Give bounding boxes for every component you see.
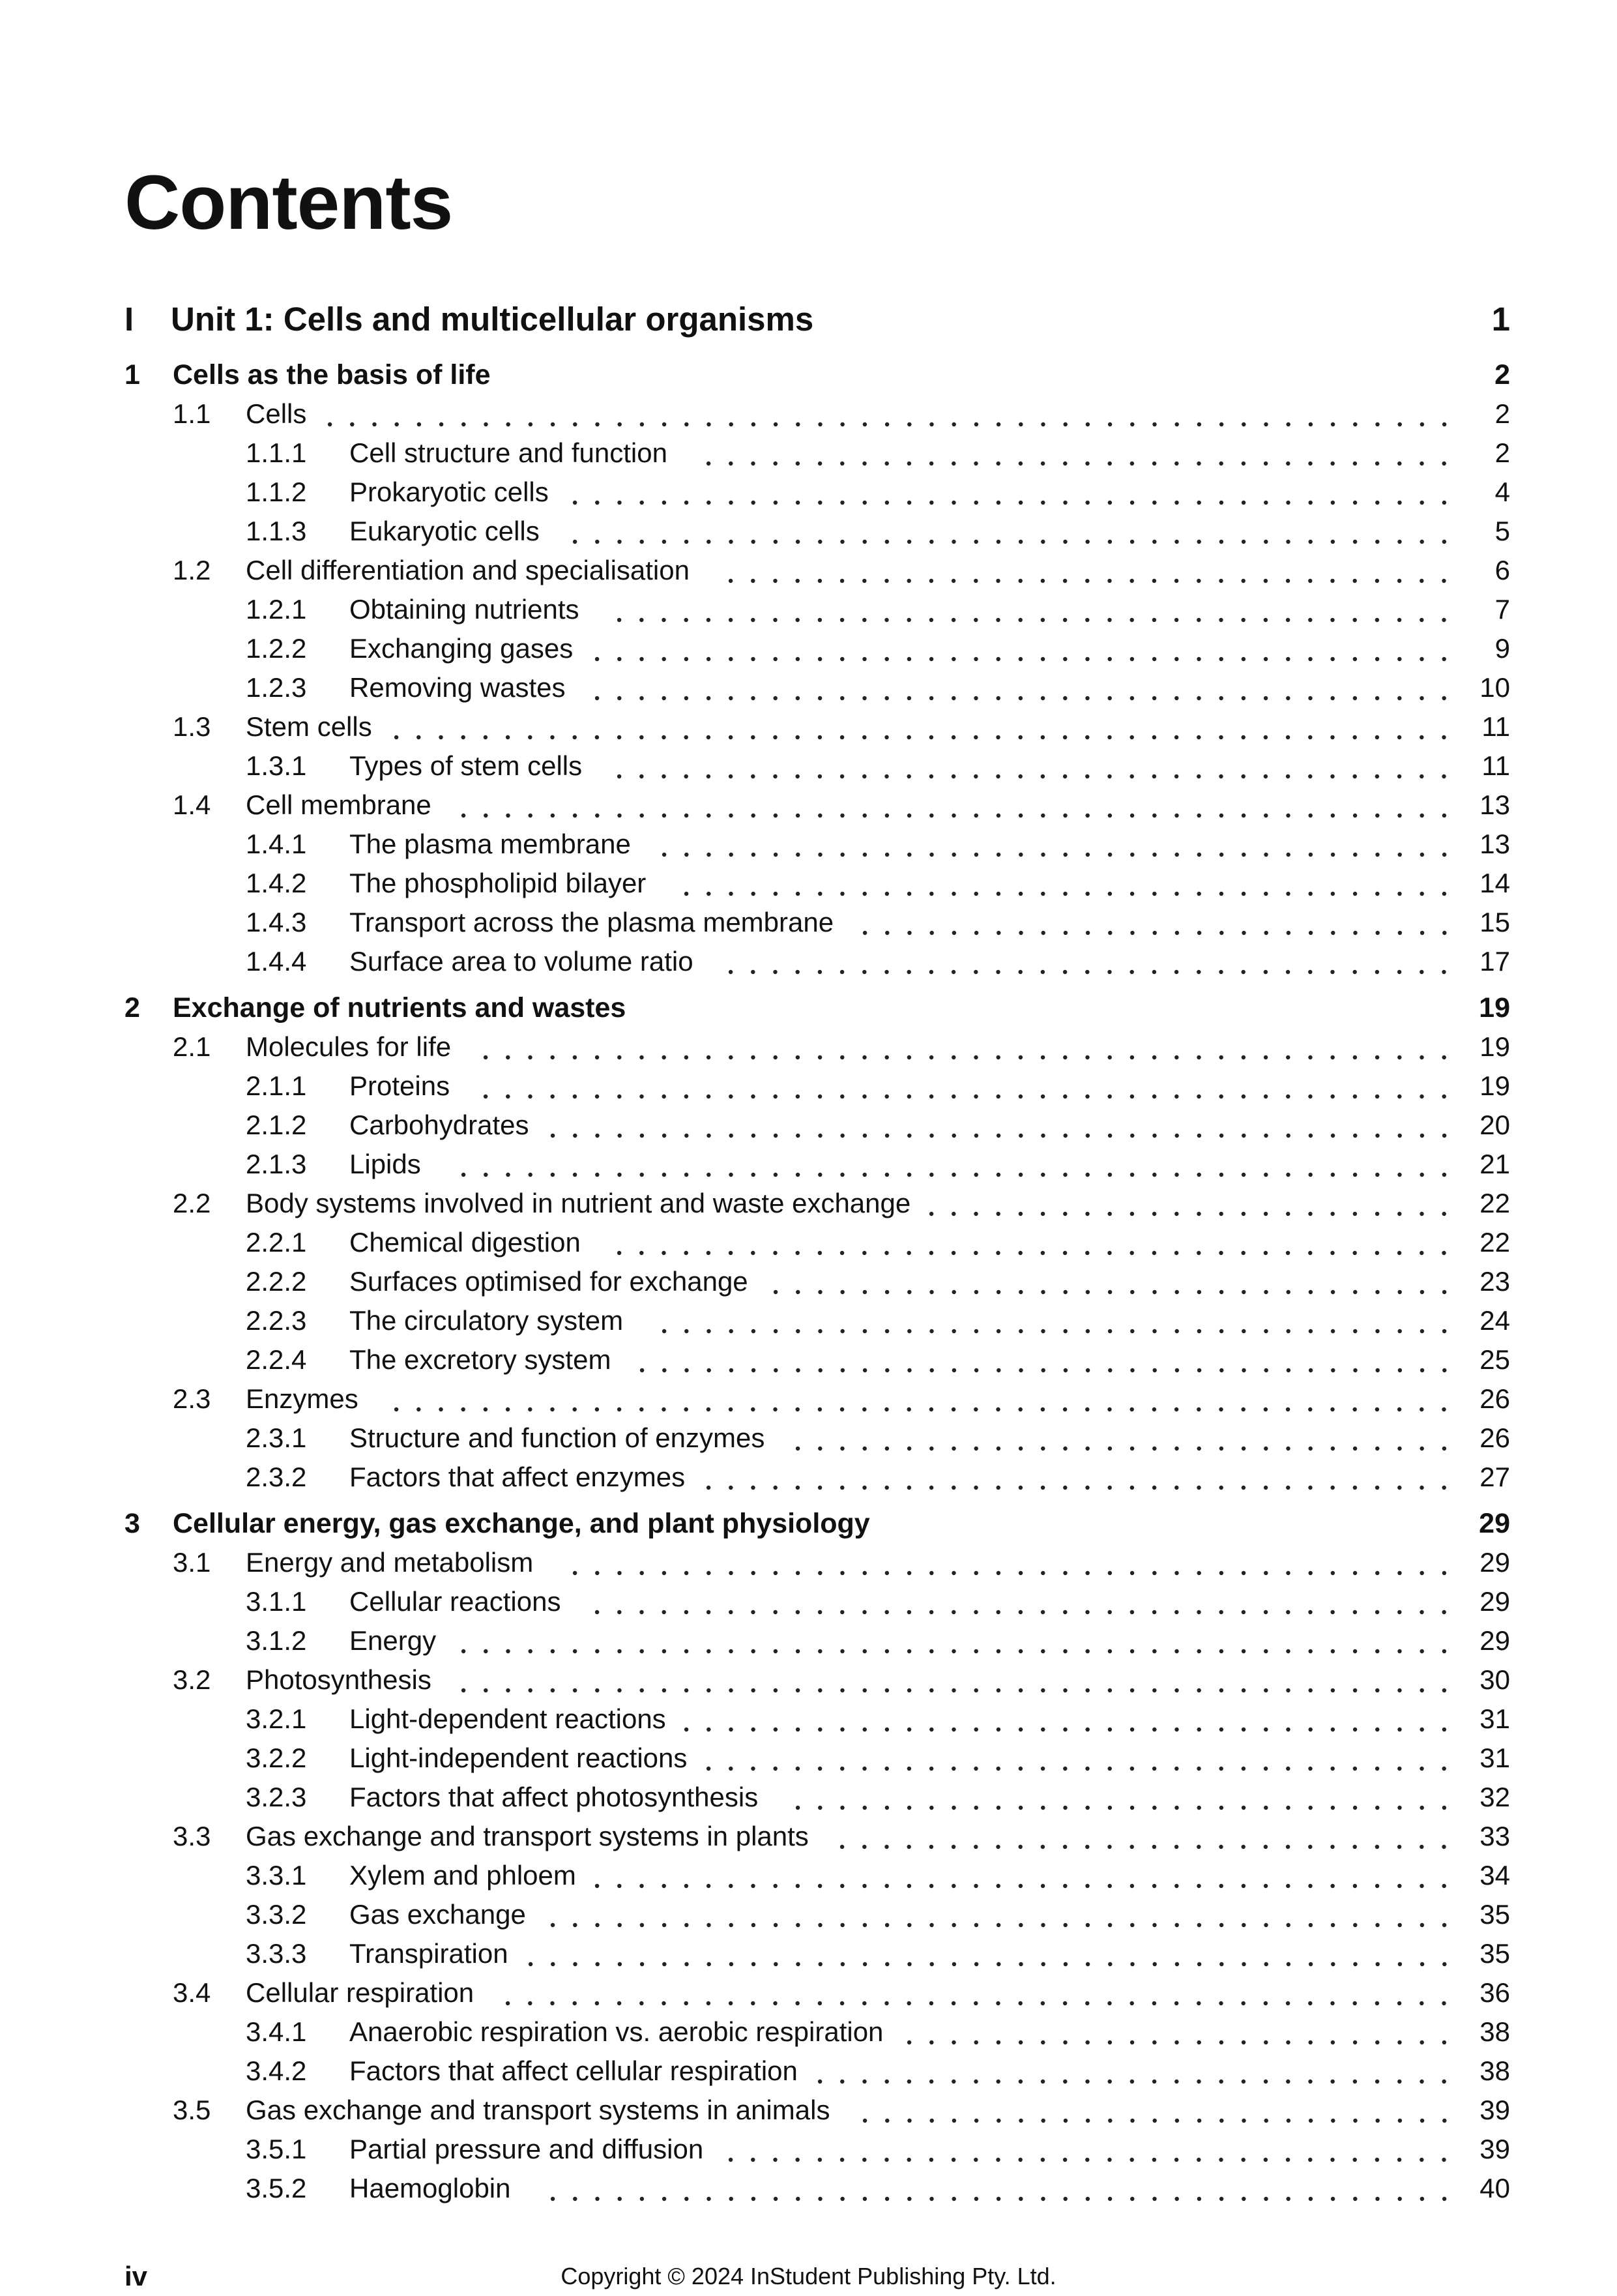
toc-entry-title: Haemoglobin	[349, 2173, 511, 2203]
toc-entry-number: 3.4.2	[246, 2055, 307, 2086]
toc-entry-number: 3.1	[173, 1547, 211, 1578]
toc-entry-number: 1.3.1	[246, 750, 307, 781]
toc-entry-chapter[interactable]	[0, 355, 1617, 394]
toc-entry-number: 3.1.2	[246, 1625, 307, 1656]
toc-entry-title: Body systems involved in nutrient and waste exchange	[246, 1188, 911, 1218]
toc-entry-subsection[interactable]	[0, 1145, 1617, 1184]
dot-leader	[586, 1582, 1455, 1621]
toc-entry-page-number: 11	[1481, 711, 1510, 742]
toc-entry-title: Stem cells	[246, 711, 372, 742]
toc-entry-subsection[interactable]	[0, 1262, 1617, 1301]
dot-leader	[653, 825, 1455, 864]
toc-entry-subsection[interactable]	[0, 1778, 1617, 1817]
toc-entry-page-number: 13	[1479, 789, 1510, 820]
dot-leader	[385, 1379, 1455, 1419]
toc-entry-page-number: 17	[1479, 946, 1510, 977]
dot-leader	[697, 1458, 1455, 1497]
toc-entry-title: Removing wastes	[349, 672, 566, 703]
toc-entry-subsection[interactable]	[0, 1067, 1617, 1106]
dot-leader	[319, 394, 1455, 434]
toc-entry-title: The plasma membrane	[349, 829, 631, 859]
toc-entry-title: Factors that affect enzymes	[349, 1462, 686, 1492]
toc-entry-page-number: 34	[1479, 1860, 1510, 1891]
dot-leader	[542, 2169, 1455, 2208]
toc-entry-section[interactable]	[0, 786, 1617, 825]
toc-entry-number: 3.2.1	[246, 1703, 307, 1734]
toc-entry-number: 3.3	[173, 1821, 211, 1851]
toc-entry-title: Transpiration	[349, 1938, 508, 1969]
toc-entry-number: 3.3.1	[246, 1860, 307, 1891]
footer-copyright: Copyright © 2024 InStudent Publishing Pty. Ltd.	[561, 2263, 1056, 2289]
toc-entry-subsection[interactable]	[0, 473, 1617, 512]
toc-entry-page-number: 36	[1479, 1977, 1510, 2008]
toc-entry-subsection[interactable]	[0, 1223, 1617, 1262]
toc-entry-number: 1.1.2	[246, 477, 307, 507]
toc-entry-subsection[interactable]	[0, 434, 1617, 473]
toc-entry-subsection[interactable]	[0, 825, 1617, 864]
toc-entry-page-number: 38	[1479, 2055, 1510, 2086]
dot-leader	[675, 1700, 1455, 1739]
toc-entry-section[interactable]	[0, 1817, 1617, 1856]
toc-entry-subsection[interactable]	[0, 1340, 1617, 1379]
toc-entry-page-number: 19	[1479, 1070, 1510, 1101]
toc-entry-section[interactable]	[0, 394, 1617, 434]
toc-entry-title: Gas exchange	[349, 1899, 526, 1930]
dot-leader	[586, 629, 1455, 668]
toc-entry-page-number: 11	[1481, 750, 1510, 781]
toc-entry-page-number: 31	[1479, 1743, 1510, 1773]
toc-entry-page-number: 32	[1479, 1782, 1510, 1812]
toc-entry-number: 1	[124, 359, 140, 390]
toc-entry-page-number: 39	[1479, 2134, 1510, 2164]
toc-entry-page-number: 40	[1479, 2173, 1510, 2203]
toc-entry-page-number: 2	[1494, 359, 1510, 390]
toc-entry-title: Surfaces optimised for exchange	[349, 1266, 748, 1297]
toc-entry-number: 3.2.2	[246, 1743, 307, 1773]
toc-entry-number: 1.1	[173, 398, 211, 429]
toc-entry-page-number: 22	[1479, 1188, 1510, 1218]
toc-entry-title: The circulatory system	[349, 1305, 624, 1336]
toc-entry-number: 2.3	[173, 1383, 211, 1414]
toc-entry-number: 1.4	[173, 789, 211, 820]
toc-entry-page-number: 35	[1479, 1938, 1510, 1969]
toc-entry-number: 3.2.3	[246, 1782, 307, 1812]
dot-leader	[564, 473, 1455, 512]
dot-leader	[653, 1301, 1455, 1340]
dot-leader	[452, 1621, 1455, 1660]
toc-entry-number: 1.2	[173, 555, 211, 585]
toc-entry-part[interactable]	[0, 297, 1617, 342]
toc-entry-title: Surface area to volume ratio	[349, 946, 693, 977]
toc-entry-number: 1.4.4	[246, 946, 307, 977]
toc-entry-title: Anaerobic respiration vs. aerobic respiration	[349, 2016, 884, 2047]
toc-entry-number: 2.2	[173, 1188, 211, 1218]
toc-entry-subsection[interactable]	[0, 746, 1617, 786]
toc-entry-title: Cell membrane	[246, 789, 431, 820]
toc-entry-number: 1.2.2	[246, 633, 307, 664]
toc-entry-title: Exchange of nutrients and wastes	[173, 992, 626, 1023]
toc-entry-page-number: 26	[1479, 1422, 1510, 1453]
toc-entry-subsection[interactable]	[0, 1934, 1617, 1973]
toc-entry-title: Cellular energy, gas exchange, and plant physiology	[173, 1508, 870, 1539]
toc-entry-number: 2.1.3	[246, 1149, 307, 1179]
toc-entry-number: 3.5	[173, 2095, 211, 2125]
toc-entry-section[interactable]	[0, 551, 1617, 590]
toc-entry-page-number: 26	[1479, 1383, 1510, 1414]
toc-entry-number: 3.3.3	[246, 1938, 307, 1969]
toc-entry-chapter[interactable]	[0, 988, 1617, 1027]
toc-entry-title: Energy and metabolism	[246, 1547, 534, 1578]
toc-entry-title: Cells	[246, 398, 307, 429]
toc-entry-number: 1.3	[173, 711, 211, 742]
toc-entry-title: Cellular reactions	[349, 1586, 561, 1617]
toc-entry-section[interactable]	[0, 1184, 1617, 1223]
dot-leader	[608, 1223, 1455, 1262]
dot-leader	[631, 1340, 1455, 1379]
toc-entry-number: 1.2.3	[246, 672, 307, 703]
toc-entry-page-number: 4	[1494, 477, 1510, 507]
toc-entry-title: Prokaryotic cells	[349, 477, 549, 507]
dot-leader	[675, 864, 1455, 903]
toc-entry-page-number: 5	[1494, 516, 1510, 546]
toc-entry-title: Unit 1: Cells and multicellular organisms	[171, 301, 814, 338]
toc-entry-title: Lipids	[349, 1149, 421, 1179]
toc-entry-subsection[interactable]	[0, 1856, 1617, 1895]
dot-leader	[831, 1817, 1455, 1856]
dot-leader	[809, 2052, 1455, 2091]
toc-entry-subsection[interactable]	[0, 1700, 1617, 1739]
toc-entry-subsection[interactable]	[0, 1621, 1617, 1660]
toc-entry-number: 1.2.1	[246, 594, 307, 625]
dot-leader	[452, 786, 1455, 825]
dot-leader	[787, 1778, 1455, 1817]
toc-entry-number: 2.2.4	[246, 1344, 307, 1375]
toc-entry-subsection[interactable]	[0, 1419, 1617, 1458]
toc-entry-page-number: 10	[1479, 672, 1510, 703]
toc-entry-title: Light-dependent reactions	[349, 1703, 666, 1734]
toc-entry-subsection[interactable]	[0, 1301, 1617, 1340]
toc-entry-page-number: 27	[1479, 1462, 1510, 1492]
toc-entry-title: Transport across the plasma membrane	[349, 907, 834, 937]
page-title: Contents	[124, 160, 453, 246]
toc-entry-subsection[interactable]	[0, 2169, 1617, 2208]
toc-entry-title: Cell structure and function	[349, 437, 667, 468]
dot-leader	[608, 590, 1455, 629]
dot-leader	[854, 903, 1455, 942]
toc-entry-title: Light-independent reactions	[349, 1743, 688, 1773]
toc-entry-number: 2.2.3	[246, 1305, 307, 1336]
dot-leader	[474, 1027, 1455, 1067]
toc-entry-number: 3.5.1	[246, 2134, 307, 2164]
toc-entry-page-number: 25	[1479, 1344, 1510, 1375]
toc-entry-page-number: 14	[1479, 868, 1510, 898]
toc-entry-page-number: 29	[1479, 1625, 1510, 1656]
dot-leader	[564, 1543, 1455, 1582]
dot-leader	[586, 668, 1455, 707]
dot-leader	[854, 2091, 1455, 2130]
toc-entry-number: 1.1.1	[246, 437, 307, 468]
toc-entry-number: 2.3.2	[246, 1462, 307, 1492]
toc-entry-number: 3.5.2	[246, 2173, 307, 2203]
toc-entry-subsection[interactable]	[0, 590, 1617, 629]
toc-entry-title: Eukaryotic cells	[349, 516, 540, 546]
toc-entry-number: 2	[124, 992, 140, 1023]
toc-entry-title: Exchanging gases	[349, 633, 574, 664]
toc-entry-page-number: 39	[1479, 2095, 1510, 2125]
dot-leader	[608, 746, 1455, 786]
toc-entry-page-number: 23	[1479, 1266, 1510, 1297]
toc-entry-page-number: 7	[1494, 594, 1510, 625]
toc-entry-page-number: 6	[1494, 555, 1510, 585]
toc-entry-page-number: 19	[1479, 992, 1510, 1023]
toc-entry-subsection[interactable]	[0, 1582, 1617, 1621]
toc-entry-title: Factors that affect cellular respiration	[349, 2055, 798, 2086]
toc-entry-number: 1.4.3	[246, 907, 307, 937]
toc-entry-number: 1.4.1	[246, 829, 307, 859]
toc-entry-page-number: 13	[1479, 829, 1510, 859]
dot-leader	[920, 1184, 1455, 1223]
toc-entry-subsection[interactable]	[0, 1458, 1617, 1497]
toc-entry-section[interactable]	[0, 1660, 1617, 1700]
dot-leader	[564, 512, 1455, 551]
toc-entry-number: 2.1.2	[246, 1110, 307, 1140]
toc-entry-title: Carbohydrates	[349, 1110, 529, 1140]
dot-leader	[497, 1973, 1455, 2012]
toc-entry-subsection[interactable]	[0, 903, 1617, 942]
toc-entry-number: 2.1	[173, 1031, 211, 1062]
toc-entry-subsection[interactable]	[0, 1895, 1617, 1934]
toc-entry-section[interactable]	[0, 1973, 1617, 2012]
toc-entry-section[interactable]	[0, 2091, 1617, 2130]
toc-entry-page-number: 33	[1479, 1821, 1510, 1851]
dot-leader	[720, 551, 1455, 590]
toc-entry-number: 1.1.3	[246, 516, 307, 546]
toc-entry-title: Xylem and phloem	[349, 1860, 576, 1891]
toc-entry-page-number: 35	[1479, 1899, 1510, 1930]
toc-entry-page-number: 2	[1494, 437, 1510, 468]
toc-entry-page-number: 38	[1479, 2016, 1510, 2047]
toc-entry-title: Gas exchange and transport systems in animals	[246, 2095, 830, 2125]
toc-entry-number: 1.4.2	[246, 868, 307, 898]
toc-entry-page-number: 1	[1491, 301, 1510, 338]
toc-entry-page-number: 9	[1494, 633, 1510, 664]
dot-leader	[720, 942, 1455, 981]
toc-entry-title: Structure and function of enzymes	[349, 1422, 765, 1453]
toc-entry-title: Cells as the basis of life	[173, 359, 491, 390]
toc-entry-title: The excretory system	[349, 1344, 611, 1375]
toc-entry-chapter[interactable]	[0, 1504, 1617, 1543]
dot-leader	[385, 707, 1455, 746]
toc-entry-title: Molecules for life	[246, 1031, 452, 1062]
toc-entry-title: Chemical digestion	[349, 1227, 581, 1258]
toc-entry-title: Cellular respiration	[246, 1977, 474, 2008]
toc-entry-title: Photosynthesis	[246, 1664, 431, 1695]
toc-entry-number: 3.1.1	[246, 1586, 307, 1617]
dot-leader	[720, 2130, 1455, 2169]
toc-entry-number: 3.3.2	[246, 1899, 307, 1930]
toc-entry-subsection[interactable]	[0, 629, 1617, 668]
toc-entry-subsection[interactable]	[0, 1739, 1617, 1778]
dot-leader	[519, 1934, 1455, 1973]
dot-leader	[697, 434, 1455, 473]
toc-entry-page-number: 29	[1479, 1586, 1510, 1617]
toc-entry-number: 3.4	[173, 1977, 211, 2008]
dot-leader	[586, 1856, 1455, 1895]
toc-entry-subsection[interactable]	[0, 864, 1617, 903]
toc-entry-title: Factors that affect photosynthesis	[349, 1782, 759, 1812]
dot-leader	[787, 1419, 1455, 1458]
toc-entry-number: 3.4.1	[246, 2016, 307, 2047]
toc-entry-section[interactable]	[0, 1027, 1617, 1067]
toc-entry-section[interactable]	[0, 1379, 1617, 1419]
dot-leader	[542, 1895, 1455, 1934]
toc-entry-number: 3	[124, 1508, 140, 1539]
toc-entry-number: I	[124, 301, 134, 338]
toc-entry-page-number: 22	[1479, 1227, 1510, 1258]
dot-leader	[542, 1106, 1455, 1145]
toc-entry-page-number: 30	[1479, 1664, 1510, 1695]
toc-entry-page-number: 24	[1479, 1305, 1510, 1336]
toc-entry-number: 2.1.1	[246, 1070, 307, 1101]
toc-entry-title: Partial pressure and diffusion	[349, 2134, 704, 2164]
toc-entry-subsection[interactable]	[0, 2012, 1617, 2052]
toc-entry-subsection[interactable]	[0, 2052, 1617, 2091]
dot-leader	[452, 1145, 1455, 1184]
toc-entry-title: Types of stem cells	[349, 750, 583, 781]
dot-leader	[765, 1262, 1455, 1301]
toc-entry-title: The phospholipid bilayer	[349, 868, 647, 898]
toc-entry-page-number: 15	[1479, 907, 1510, 937]
toc-entry-page-number: 29	[1479, 1547, 1510, 1578]
toc-entry-title: Cell differentiation and specialisation	[246, 555, 690, 585]
toc-entry-number: 2.2.2	[246, 1266, 307, 1297]
toc-entry-title: Proteins	[349, 1070, 450, 1101]
footer-page-number: iv	[124, 2261, 148, 2291]
toc-entry-number: 2.3.1	[246, 1422, 307, 1453]
toc-entry-page-number: 29	[1479, 1508, 1510, 1539]
toc-entry-section[interactable]	[0, 707, 1617, 746]
toc-entry-title: Gas exchange and transport systems in plants	[246, 1821, 809, 1851]
toc-entry-number: 2.2.1	[246, 1227, 307, 1258]
toc-entry-page-number: 31	[1479, 1703, 1510, 1734]
toc-entry-title: Energy	[349, 1625, 437, 1656]
toc-entry-section[interactable]	[0, 1543, 1617, 1582]
toc-entry-subsection[interactable]	[0, 2130, 1617, 2169]
toc-entry-subsection[interactable]	[0, 668, 1617, 707]
toc-entry-subsection[interactable]	[0, 512, 1617, 551]
toc-entry-title: Obtaining nutrients	[349, 594, 579, 625]
toc-entry-page-number: 20	[1479, 1110, 1510, 1140]
toc-entry-subsection[interactable]	[0, 1106, 1617, 1145]
toc-entry-page-number: 19	[1479, 1031, 1510, 1062]
toc-entry-subsection[interactable]	[0, 942, 1617, 981]
toc-entry-page-number: 21	[1479, 1149, 1510, 1179]
dot-leader	[898, 2012, 1455, 2052]
toc-entry-title: Enzymes	[246, 1383, 358, 1414]
dot-leader	[474, 1067, 1455, 1106]
toc-entry-page-number: 2	[1494, 398, 1510, 429]
dot-leader	[697, 1739, 1455, 1778]
toc-entry-number: 3.2	[173, 1664, 211, 1695]
dot-leader	[452, 1660, 1455, 1700]
